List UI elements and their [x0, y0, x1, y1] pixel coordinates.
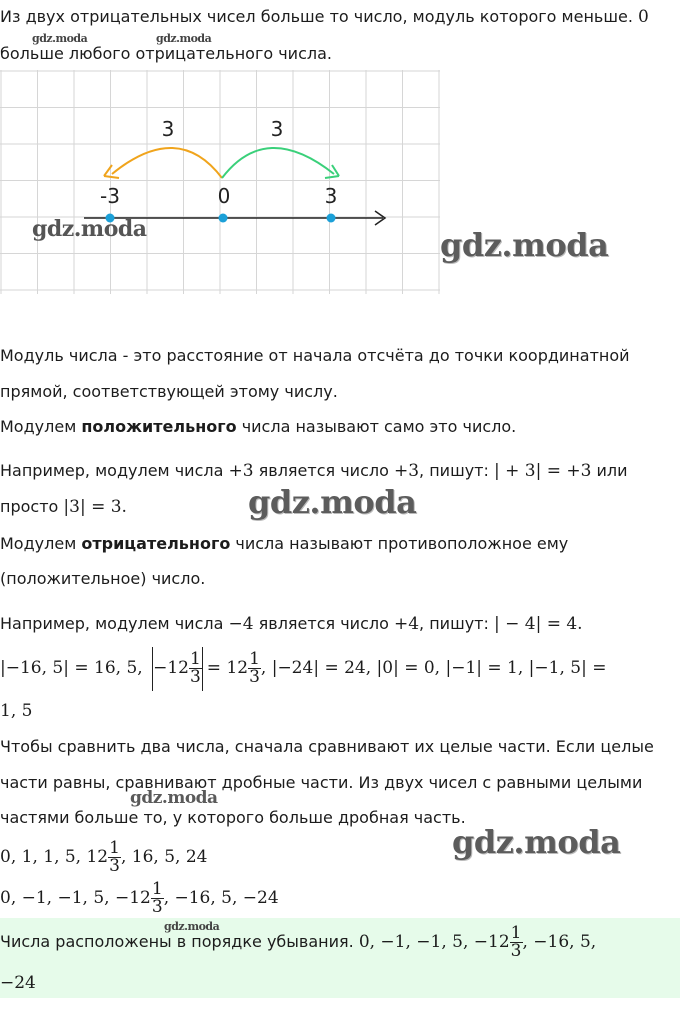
- math: +3: [228, 461, 254, 481]
- compare-line-2: части равны, сравнивают дробные части. Из двух чисел с равными целыми: [0, 773, 643, 792]
- intro-zero: 0: [638, 7, 649, 27]
- bold-negative: отрицательного: [81, 534, 231, 553]
- negative-rule-line-1: [0, 533, 568, 555]
- answer-pre: 0, −1, −1, 5, −12: [358, 932, 510, 952]
- answer-line-2: −24: [0, 973, 36, 993]
- text: является число: [253, 461, 394, 480]
- point-3: [327, 214, 336, 223]
- numerator: 1: [189, 649, 201, 669]
- fraction: [151, 881, 164, 916]
- math: | − 4| = 4.: [493, 614, 583, 634]
- seq-post: , 16, 5, 24: [120, 847, 208, 867]
- calc-line-2: 1, 5: [0, 701, 33, 721]
- calc-part-3: = 12: [206, 658, 249, 678]
- answer-line-1: [0, 920, 596, 964]
- left-arrowhead: [104, 165, 119, 178]
- calc-part-4: , |−24| = 24, |0| = 0, |−1| = 1, |−1, 5| =: [260, 658, 607, 678]
- negative-rule-line-2: (положительное) число.: [0, 569, 206, 588]
- bold-positive: положительного: [81, 417, 237, 436]
- math: +4: [393, 614, 420, 634]
- seq-pre: 0, −1, −1, 5, −12: [0, 888, 151, 908]
- seq-pre: 0, 1, 1, 5, 12: [0, 847, 109, 867]
- sequence-1: [0, 835, 207, 879]
- arc-label-left: 3: [161, 117, 175, 141]
- example-1-line-2: [0, 496, 127, 518]
- definition-line-1: Модуль числа - это расстояние от начала отсчёта до точки координатной: [0, 346, 630, 365]
- text: просто: [0, 497, 64, 516]
- intro-text: Из двух отрицательных чисел больше то число, модуль которого меньше.: [0, 7, 633, 26]
- denominator: 3: [189, 667, 201, 687]
- point-label-3: 3: [324, 184, 338, 208]
- text: или: [591, 461, 628, 480]
- example-1-line-1: [0, 460, 628, 482]
- point-label-0: 0: [217, 184, 231, 208]
- math: |3| = 3.: [63, 497, 127, 517]
- fraction: [248, 651, 261, 686]
- right-arc: [222, 148, 334, 178]
- positive-rule: [0, 416, 516, 438]
- text: Например, модулем числа: [0, 461, 229, 480]
- numerator: 1: [510, 923, 522, 943]
- left-arc: [112, 148, 222, 178]
- numerator: 1: [151, 879, 163, 899]
- definition-line-2: прямой, соответствующей этому числу.: [0, 382, 338, 401]
- sequence-2: [0, 876, 279, 920]
- watermark: gdz.moda: [164, 920, 220, 933]
- text: числа называют противоположное ему: [230, 534, 569, 553]
- text: является число: [253, 614, 394, 633]
- text: Модулем: [0, 417, 82, 436]
- math: −4: [228, 614, 254, 634]
- fraction: [108, 840, 121, 875]
- denominator: 3: [249, 667, 260, 687]
- answer-text: Числа расположены в порядке убывания.: [0, 932, 354, 951]
- text: , пишут:: [419, 614, 494, 633]
- answer-post: , −16, 5,: [522, 932, 597, 952]
- point-label-minus3: -3: [100, 184, 120, 208]
- watermark: gdz.moda: [248, 483, 417, 521]
- seq-post: , −16, 5, −24: [163, 888, 279, 908]
- denominator: 3: [109, 856, 120, 876]
- numerator: 1: [109, 838, 120, 858]
- intro-line-2: больше любого отрицательного числа.: [0, 44, 332, 63]
- text: числа называют само это число.: [236, 417, 517, 436]
- grid: [0, 70, 440, 294]
- number-line-figure: [0, 70, 440, 294]
- abs-bar: [202, 647, 203, 691]
- fraction: [189, 651, 202, 686]
- point-0: [219, 214, 228, 223]
- watermark: gdz.moda: [130, 788, 218, 808]
- example-2: [0, 613, 583, 635]
- text: , пишут:: [419, 461, 494, 480]
- calc-part-1: |−16, 5| = 16, 5,: [0, 658, 143, 678]
- watermark: gdz.moda: [156, 32, 212, 45]
- watermark: gdz.moda: [32, 216, 147, 242]
- arc-label-right: 3: [270, 117, 284, 141]
- denominator: 3: [151, 897, 163, 917]
- intro-line-1: [0, 6, 649, 28]
- math: | + 3| = +3: [493, 461, 592, 481]
- watermark: gdz.moda: [452, 823, 621, 861]
- math: +3: [393, 461, 420, 481]
- modulus-calculations: [0, 646, 606, 691]
- numerator: 1: [249, 649, 260, 669]
- compare-line-1: Чтобы сравнить два числа, сначала сравнивают их целые части. Если целые: [0, 737, 654, 756]
- watermark: gdz.moda: [32, 32, 88, 45]
- text: Например, модулем числа: [0, 614, 229, 633]
- fraction: [510, 925, 523, 960]
- watermark: gdz.moda: [440, 226, 609, 264]
- denominator: 3: [510, 941, 522, 961]
- text: Модулем: [0, 534, 82, 553]
- compare-line-3: частями больше то, у которого больше дробная часть.: [0, 808, 466, 827]
- calc-part-2: −12: [153, 658, 189, 678]
